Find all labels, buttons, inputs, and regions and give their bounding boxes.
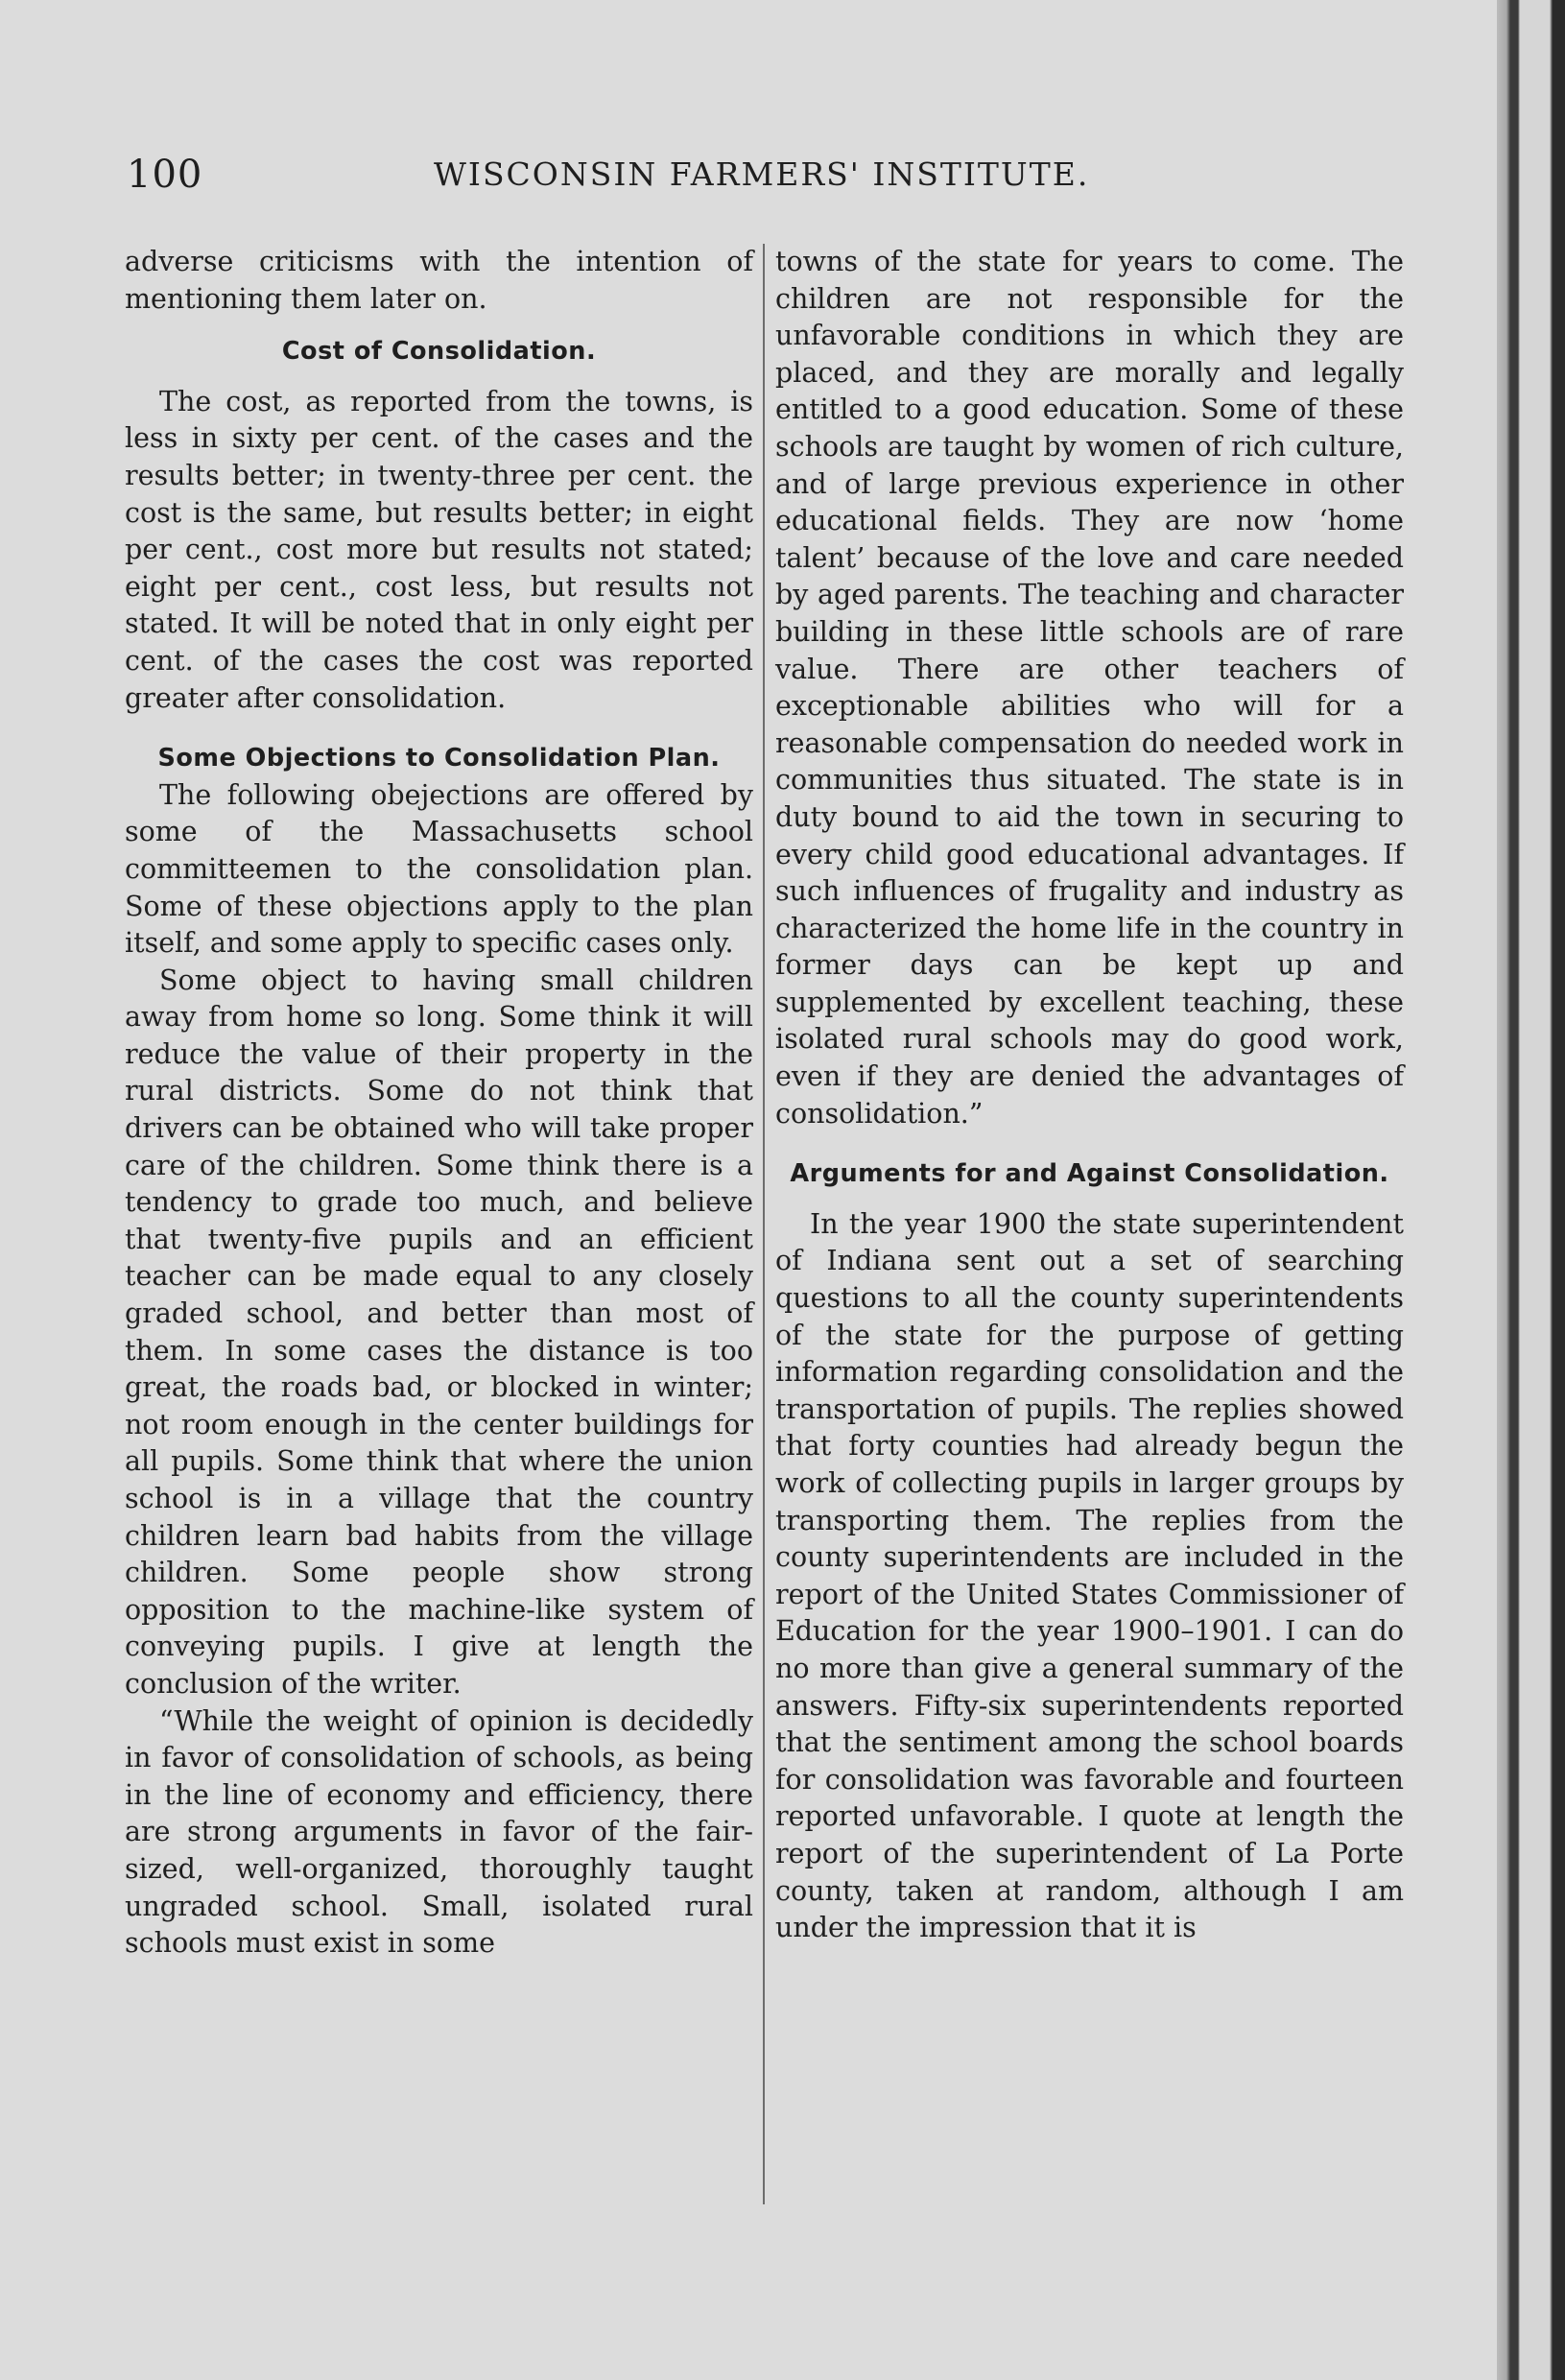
paragraph: towns of the state for years to come. The children are not responsible for the unfavorable conditions in which they are placed, and they are morally and legally entitled to a good education. Some of these schools are taught by women of rich culture, and of large previous experience in other educational fields. They are now ‘home talent’ because of the love and care needed by aged parents. The teaching and character building in these little schools are of rare value. There are other teachers of exceptionable abilities who will for a reasonable compensation do needed work in communities thus situated. The state is in duty bound to aid the town in securing to every child good educational advantages. If such influences of frugality and industry as characterized the home life in the country in former days can be kept up and supplemented by excellent teaching, these isolated rural schools may do good work, even if they are denied the advantages of consolidation.”: [775, 246, 1404, 1130]
paragraph: Some object to having small children away from home so long. Some think it will reduce the value of their property in the rural districts. Some do not think that drivers can be obtained who will take proper care of the children. Some think there is a tendency to grade too much, and believe that twenty-five pupils and an efficient teacher can be made equal to any closely graded school, and better than most of them. In some cases the distance is too great, the roads bad, or blocked in winter; not room enough in the center buildings for all pupils. Some think that where the union school is in a village that the country children learn bad habits from the village children. Some people show strong opposition to the machine-like system of conveying pupils. I give at length the conclusion of the writer.: [125, 964, 753, 1700]
section-heading-cost: Cost of Consolidation.: [281, 337, 597, 367]
paragraph: The following obejections are offered by some of the Massachusetts school committeemen to the consolidation plan. Some of these objections apply to the plan itself, and some apply to specific cases only.: [125, 778, 753, 960]
paragraph: “While the weight of opinion is decidedly in favor of consolidation of schools, as being in the line of economy and efficiency, there are strong arguments in favor of the fair-sized, well-organized, thoroughly taught ungraded school. Small, isolated rural schools must exist in some: [125, 1704, 753, 1960]
right-column: [775, 244, 1404, 1947]
paragraph: adverse criticisms with the intention of mentioning them later on.: [125, 246, 753, 315]
section-heading-arguments: Arguments for and Against Consolidation.: [790, 1159, 1389, 1189]
spacer: [125, 318, 753, 333]
running-title: WISCONSIN FARMERS' INSTITUTE.: [434, 155, 1090, 193]
column-divider: [763, 244, 765, 2204]
paragraph: The cost, as reported from the towns, is less in sixty per cent. of the cases and the results better; in twenty-three per cent. the cost is the same, but results better; in eight per cent., cost more but results not stated; eight per cent., cost less, but results not stated. It will be noted that in only eight per cent. of the cases the cost was reported greater after consolidation.: [125, 385, 753, 714]
paragraph: In the year 1900 the state superintendent of Indiana sent out a set of searching questions to all the county superintendents of the state for the purpose of getting information regarding consolidation and the transportation of pupils. The replies showed that forty counties had already begun the work of collecting pupils in larger groups by transporting them. The replies from the county superintendents are included in the report of the United States Commissioner of Education for the year 1900–1901. I can do no more than give a general summary of the answers. Fifty-six superintendents reported that the sentiment among the school boards for consolidation was favorable and fourteen reported unfavorable. I quote at length the report of the superintendent of La Porte county, taken at random, although I am under the impression that it is: [775, 1207, 1404, 1944]
page-number: 100: [127, 153, 203, 197]
spacer: [125, 717, 753, 740]
spacer: [775, 1132, 1404, 1155]
spacer: [125, 370, 753, 384]
section-heading-objections: Some Objections to Consolidation Plan.: [157, 744, 721, 774]
running-header: [127, 148, 1409, 202]
left-column: [125, 244, 753, 1963]
book-spine-edge: [1497, 0, 1565, 2380]
spacer: [775, 1193, 1404, 1206]
